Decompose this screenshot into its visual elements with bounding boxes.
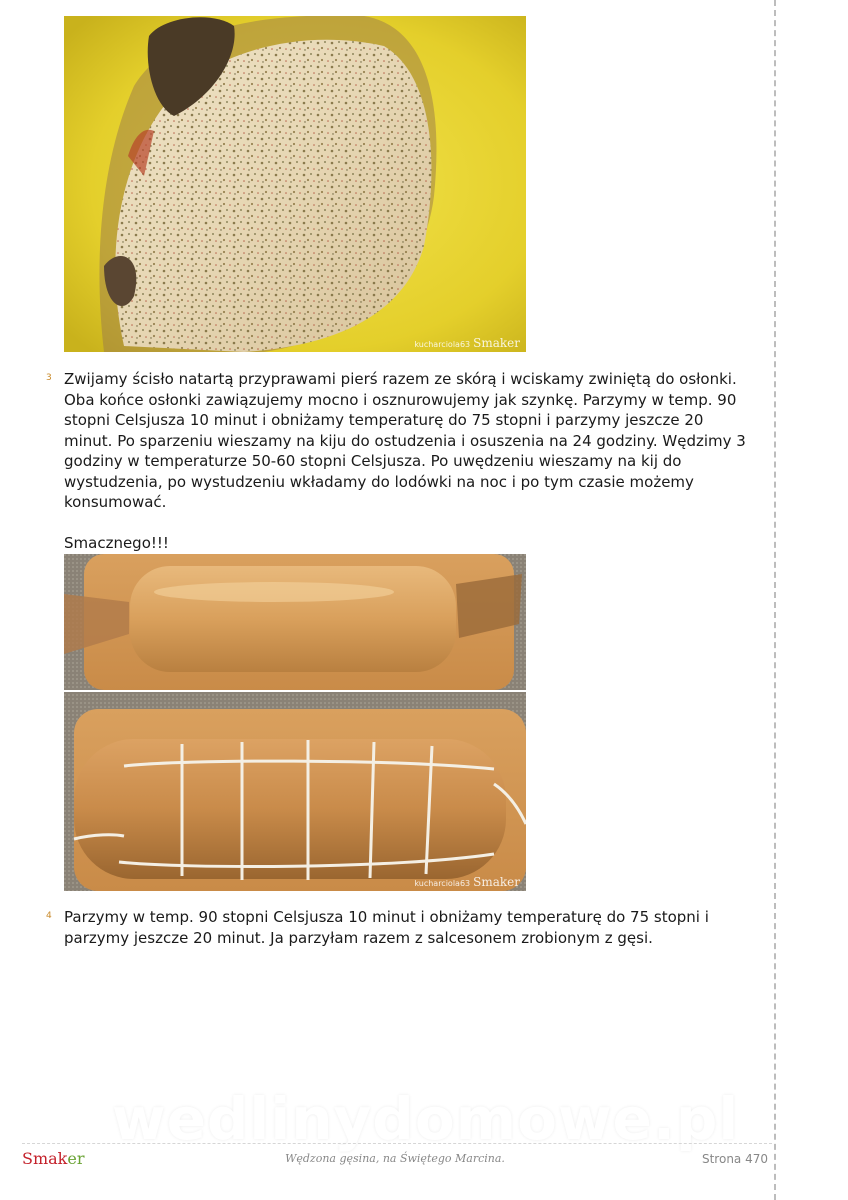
step-text: Parzymy w temp. 90 stopni Celsjusza 10 minut i obniżamy temperaturę do 75 stopni i parzymy jeszcze 20 minut. Ja parzyłam razem z salcesonem zrobionym z gęsi. [64,908,709,947]
seasoned-breast-image [64,16,526,352]
page-cut-line [774,0,776,1200]
recipe-photo-tied-rolls [64,554,526,891]
step-text: Zwijamy ścisło natartą przyprawami pierś razem ze skórą i wciskamy zwiniętą do osłonki. Oba końce osłonki zawiązujemy mocno i osznurowujemy jak szynkę. Parzymy w temp. 90 stopni Celsjusza 10 minut i obniżamy temperaturę do 75 stopni i parzymy jeszcze 20 minut. Po sparzeniu wieszamy na kiju do ostudzenia i osuszenia na 24 godziny. Wędzimy 3 godziny w temperaturze 50-60 stopni Celsjusza. Po uwędzeniu wieszamy na kij do wystudzenia, po wystudzeniu wkładamy do lodówki na noc i po tym czasie możemy konsumować. [64,370,746,511]
photo-watermark: kucharciola63 Smaker [414,875,520,889]
footer-divider [22,1143,772,1144]
site-watermark: wedlinydomowe.pl [112,1085,740,1153]
recipe-step [64,369,754,553]
step-closing-text: Smacznego!!! [64,533,169,552]
tied-rolls-image [64,554,526,891]
recipe-photo-seasoned-breast [64,16,526,352]
smaker-logo: Smaker [22,1149,85,1168]
page-number: Strona 470 [701,1152,768,1166]
recipe-step [64,907,754,948]
step-number: 3 [46,373,52,383]
footer-recipe-title: Wędzona gęsina, na Świętego Marcina. [285,1152,505,1165]
step-number: 4 [46,911,52,921]
photo-watermark: kucharciola63 Smaker [414,336,520,350]
